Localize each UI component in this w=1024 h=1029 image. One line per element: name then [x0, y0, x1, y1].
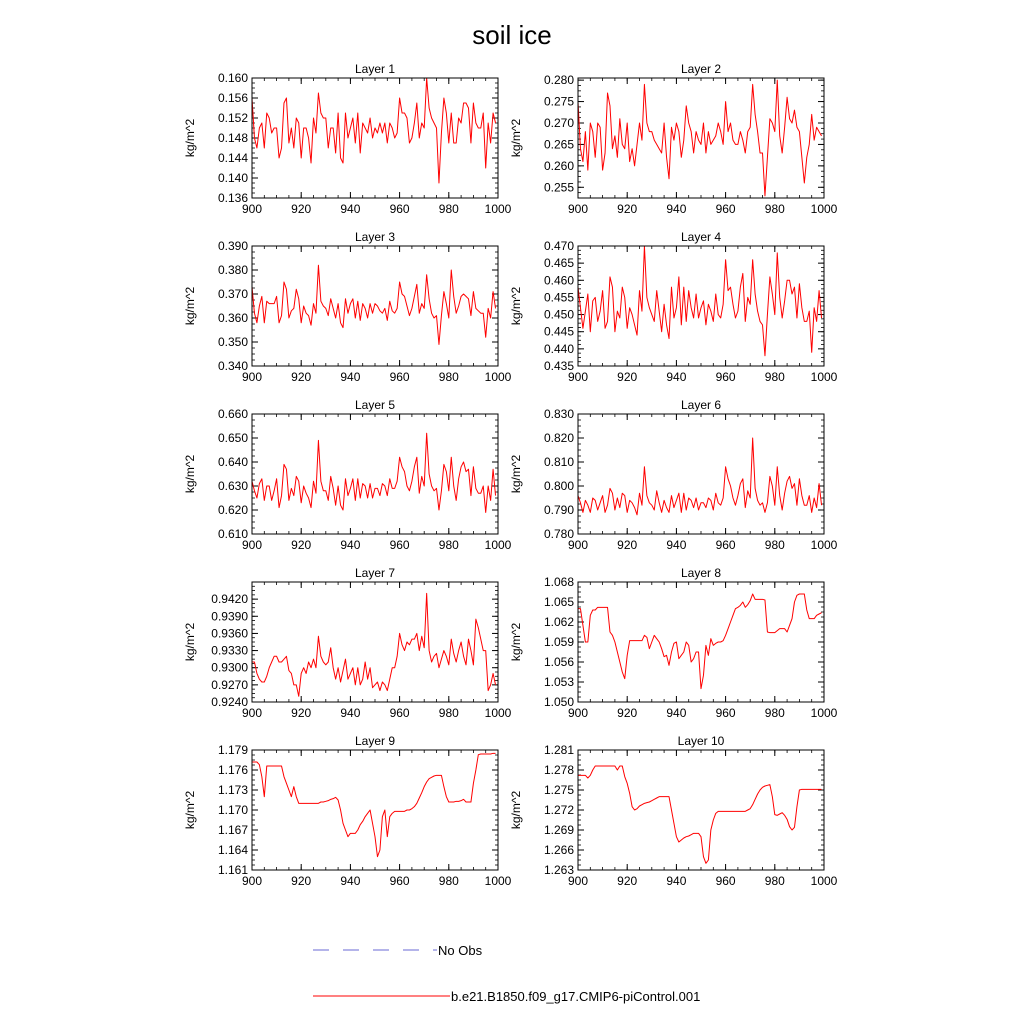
- y-tick-label: 0.160: [217, 71, 248, 85]
- y-tick-label: 0.260: [543, 158, 574, 173]
- legend: [313, 943, 700, 1004]
- x-tick-label: 980: [764, 202, 785, 216]
- y-tick-label: 0.9330: [211, 643, 248, 658]
- y-tick-label: 1.281: [543, 743, 574, 757]
- plot-frame: [252, 246, 498, 366]
- y-tick-label: 0.156: [217, 91, 248, 105]
- y-tick-label: 0.780: [543, 527, 574, 541]
- panel-title: Layer 6: [680, 398, 722, 412]
- y-tick-label: 0.275: [543, 94, 574, 109]
- y-tick-label: 0.810: [543, 455, 574, 469]
- x-tick-label: 1000: [484, 538, 512, 552]
- panel-title: Layer 5: [354, 398, 396, 412]
- y-axis-label: kg/m^2: [509, 454, 523, 494]
- y-tick-label: 1.164: [217, 843, 248, 857]
- x-tick-label: 1000: [484, 706, 512, 720]
- x-tick-label: 960: [715, 370, 736, 384]
- plot-frame: [578, 750, 824, 870]
- y-tick-label: 0.620: [217, 503, 248, 517]
- x-tick-label: 940: [340, 706, 361, 720]
- legend-label-model: b.e21.B1850.f09_g17.CMIP6-piControl.001: [451, 989, 701, 1004]
- x-tick-label: 940: [666, 370, 687, 384]
- series-line-1: [578, 594, 822, 689]
- y-tick-label: 0.380: [217, 263, 248, 277]
- series-line-1: [252, 265, 496, 344]
- y-tick-label: 1.161: [217, 863, 248, 877]
- x-tick-label: 980: [438, 706, 459, 720]
- panel-title: Layer 1: [354, 62, 396, 76]
- x-tick-label: 900: [567, 538, 589, 552]
- x-tick-label: 940: [666, 202, 687, 216]
- x-tick-label: 920: [291, 370, 312, 384]
- series-line-1: [578, 438, 822, 515]
- chart-panel-9: [183, 734, 512, 888]
- y-tick-label: 0.265: [543, 137, 574, 152]
- x-tick-label: 960: [715, 538, 736, 552]
- x-tick-label: 940: [340, 202, 361, 216]
- x-tick-label: 900: [567, 874, 589, 888]
- y-tick-label: 0.136: [217, 191, 248, 205]
- series-line-1: [252, 753, 496, 856]
- y-tick-label: 0.445: [543, 324, 574, 339]
- x-tick-label: 940: [666, 874, 687, 888]
- y-tick-label: 0.790: [543, 503, 574, 517]
- y-tick-label: 1.062: [543, 615, 574, 629]
- y-axis-label: kg/m^2: [509, 118, 523, 158]
- plot-frame: [578, 246, 824, 366]
- y-axis-label: kg/m^2: [183, 790, 197, 830]
- series-line-1: [578, 246, 822, 356]
- x-tick-label: 960: [389, 202, 410, 216]
- x-tick-label: 920: [291, 538, 312, 552]
- y-tick-label: 0.270: [543, 116, 574, 130]
- y-tick-label: 0.9420: [211, 592, 248, 607]
- y-tick-label: 0.830: [543, 407, 574, 421]
- y-axis-label: kg/m^2: [183, 286, 197, 326]
- y-tick-label: 0.435: [543, 359, 574, 373]
- x-tick-label: 1000: [484, 202, 512, 216]
- x-tick-label: 1000: [810, 202, 838, 216]
- series-line-1: [252, 433, 496, 512]
- x-tick-label: 980: [438, 202, 459, 216]
- x-tick-label: 980: [438, 874, 459, 888]
- x-tick-label: 920: [617, 874, 638, 888]
- panel-title: Layer 9: [354, 734, 396, 748]
- y-tick-label: 0.148: [217, 131, 248, 145]
- y-tick-label: 0.440: [543, 341, 574, 356]
- y-tick-label: 1.050: [543, 695, 574, 709]
- series-line-1: [578, 80, 822, 196]
- y-axis-label: kg/m^2: [509, 622, 523, 662]
- y-tick-label: 0.390: [217, 239, 248, 253]
- x-tick-label: 900: [241, 202, 263, 216]
- x-tick-label: 900: [241, 538, 263, 552]
- panel-title: Layer 2: [680, 62, 722, 76]
- y-tick-label: 0.370: [217, 287, 248, 301]
- y-tick-label: 1.275: [543, 783, 574, 797]
- chart-panel-7: [183, 566, 512, 720]
- y-tick-label: 1.170: [217, 803, 248, 817]
- chart-panel-5: [183, 398, 512, 552]
- y-tick-label: 1.272: [543, 803, 574, 817]
- x-tick-label: 960: [715, 706, 736, 720]
- y-tick-label: 0.660: [217, 407, 248, 421]
- plot-frame: [252, 750, 498, 870]
- x-tick-label: 980: [764, 706, 785, 720]
- y-tick-label: 0.9300: [211, 660, 248, 675]
- x-tick-label: 900: [567, 706, 589, 720]
- x-tick-label: 900: [241, 370, 263, 384]
- figure-title: soil ice: [472, 20, 552, 50]
- y-tick-label: 1.167: [217, 823, 248, 837]
- y-axis-label: kg/m^2: [509, 286, 523, 326]
- plot-frame: [252, 414, 498, 534]
- y-tick-label: 0.9360: [211, 626, 248, 641]
- y-tick-label: 1.056: [543, 655, 574, 669]
- y-tick-label: 0.350: [217, 335, 248, 349]
- y-axis-label: kg/m^2: [183, 118, 197, 158]
- y-tick-label: 0.470: [543, 239, 574, 253]
- x-tick-label: 960: [389, 874, 410, 888]
- x-tick-label: 900: [241, 874, 263, 888]
- chart-panel-10: [509, 734, 838, 888]
- x-tick-label: 900: [567, 202, 589, 216]
- x-tick-label: 960: [715, 202, 736, 216]
- x-tick-label: 900: [241, 706, 263, 720]
- series-line-1: [578, 766, 822, 863]
- y-tick-label: 1.176: [217, 763, 248, 777]
- y-tick-label: 1.068: [543, 575, 574, 589]
- panel-title: Layer 3: [354, 230, 396, 244]
- x-tick-label: 1000: [810, 706, 838, 720]
- x-tick-label: 980: [764, 874, 785, 888]
- x-tick-label: 980: [764, 370, 785, 384]
- y-tick-label: 1.065: [543, 595, 574, 609]
- x-tick-label: 1000: [810, 370, 838, 384]
- y-axis-label: kg/m^2: [183, 622, 197, 662]
- panel-title: Layer 8: [680, 566, 722, 580]
- x-tick-label: 980: [438, 538, 459, 552]
- y-axis-label: kg/m^2: [509, 790, 523, 830]
- y-tick-label: 1.179: [217, 743, 248, 757]
- legend-label-no-obs: No Obs: [438, 943, 483, 958]
- y-tick-label: 0.9390: [211, 609, 248, 624]
- x-tick-label: 920: [617, 202, 638, 216]
- y-tick-label: 0.800: [543, 479, 574, 493]
- chart-panel-3: [183, 230, 512, 384]
- plot-frame: [578, 414, 824, 534]
- x-tick-label: 960: [389, 706, 410, 720]
- series-line-1: [252, 593, 496, 696]
- x-tick-label: 960: [389, 370, 410, 384]
- x-tick-label: 960: [389, 538, 410, 552]
- y-tick-label: 0.465: [543, 256, 574, 271]
- x-tick-label: 920: [617, 370, 638, 384]
- x-tick-label: 1000: [484, 370, 512, 384]
- x-tick-label: 940: [340, 538, 361, 552]
- x-tick-label: 980: [764, 538, 785, 552]
- chart-panel-4: [509, 230, 838, 384]
- x-tick-label: 920: [617, 706, 638, 720]
- y-tick-label: 1.266: [543, 843, 574, 857]
- chart-panel-1: [183, 62, 512, 216]
- y-axis-label: kg/m^2: [183, 454, 197, 494]
- y-tick-label: 0.280: [543, 73, 574, 88]
- y-tick-label: 1.173: [217, 783, 248, 797]
- panel-title: Layer 7: [354, 566, 396, 580]
- y-tick-label: 0.9270: [211, 677, 248, 692]
- y-tick-label: 0.455: [543, 290, 574, 305]
- x-tick-label: 960: [715, 874, 736, 888]
- x-tick-label: 940: [340, 370, 361, 384]
- x-tick-label: 1000: [810, 538, 838, 552]
- y-tick-label: 0.820: [543, 431, 574, 445]
- x-tick-label: 920: [617, 538, 638, 552]
- y-tick-label: 0.630: [217, 479, 248, 493]
- x-tick-label: 1000: [484, 874, 512, 888]
- y-tick-label: 0.152: [217, 111, 248, 125]
- x-tick-label: 940: [340, 874, 361, 888]
- panel-title: Layer 4: [680, 230, 722, 244]
- x-tick-label: 920: [291, 202, 312, 216]
- x-tick-label: 980: [438, 370, 459, 384]
- x-tick-label: 940: [666, 538, 687, 552]
- y-tick-label: 0.340: [217, 359, 248, 373]
- y-tick-label: 0.650: [217, 431, 248, 445]
- chart-panel-2: [509, 62, 838, 216]
- y-tick-label: 1.278: [543, 763, 574, 777]
- x-tick-label: 920: [291, 706, 312, 720]
- chart-panel-6: [509, 398, 838, 552]
- x-tick-label: 920: [291, 874, 312, 888]
- series-line-1: [252, 78, 496, 183]
- y-tick-label: 1.269: [543, 823, 574, 837]
- y-tick-label: 0.450: [543, 307, 574, 322]
- panel-title: Layer 10: [677, 734, 725, 748]
- y-tick-label: 0.460: [543, 273, 574, 288]
- y-tick-label: 0.255: [543, 180, 574, 195]
- y-tick-label: 0.610: [217, 527, 248, 541]
- panels-group: [183, 62, 838, 888]
- y-tick-label: 1.263: [543, 863, 574, 877]
- x-tick-label: 900: [567, 370, 589, 384]
- y-tick-label: 0.144: [217, 151, 248, 165]
- chart-panel-8: [509, 566, 838, 720]
- y-tick-label: 0.360: [217, 311, 248, 325]
- y-tick-label: 0.140: [217, 171, 248, 185]
- x-tick-label: 940: [666, 706, 687, 720]
- y-tick-label: 0.9240: [211, 695, 248, 709]
- y-tick-label: 1.053: [543, 675, 574, 689]
- x-tick-label: 1000: [810, 874, 838, 888]
- y-tick-label: 0.640: [217, 455, 248, 469]
- y-tick-label: 1.059: [543, 635, 574, 649]
